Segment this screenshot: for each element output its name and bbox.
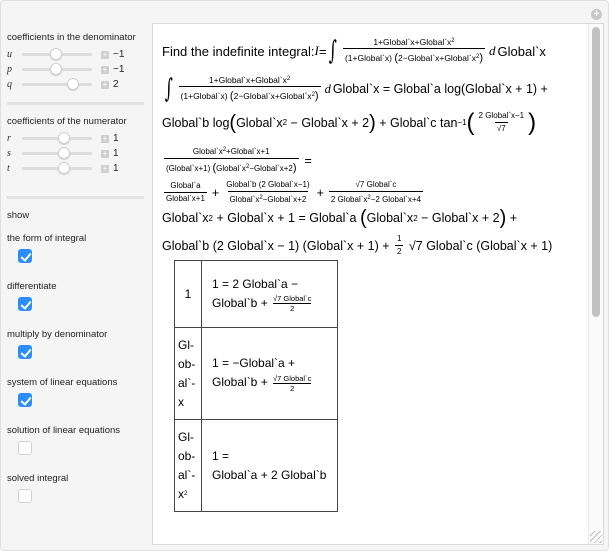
vertical-scrollbar[interactable]	[588, 24, 603, 544]
checkbox-system-label: system of linear equations	[7, 377, 118, 388]
slider-q-value: 2	[113, 79, 119, 90]
slider-t-track[interactable]	[22, 167, 92, 170]
slider-r	[7, 131, 147, 146]
differential-d: d	[489, 43, 496, 58]
differential-d: d	[324, 81, 331, 96]
slider-s-thumb[interactable]	[58, 147, 70, 159]
slider-t-thumb[interactable]	[58, 162, 70, 174]
checkbox-form-of-integral[interactable]	[18, 249, 32, 263]
checkbox-differentiate[interactable]	[18, 297, 32, 311]
multiplied-equation: Global`x 2 + Global`x + 1 = Global`a ( Global`x 2 − Global`x + 2 ) +	[162, 207, 518, 229]
slider-u-thumb[interactable]	[50, 48, 62, 60]
slider-s-plus-icon[interactable]: +	[102, 148, 108, 158]
log-arg: Global`x	[236, 115, 283, 130]
slider-r-thumb[interactable]	[58, 132, 70, 144]
slider-q-thumb[interactable]	[67, 78, 79, 90]
integration-variable: Global`x	[497, 43, 546, 59]
coefficient-label: 1	[175, 261, 202, 328]
slider-q	[7, 77, 147, 92]
integrand-fraction: $\frac{1+Global`x+Global`x^2}{(1+Global`x) (2-Global`x+Global`x^2)}$	[344, 37, 483, 64]
checkbox-multiply-by-denominator[interactable]	[18, 345, 32, 359]
slider-p-label: p	[7, 64, 12, 75]
integral-symbol-I: I	[314, 43, 319, 58]
slider-q-label: q	[7, 79, 12, 90]
slider-u-track[interactable]	[22, 53, 92, 56]
options-plus-icon[interactable]: +	[591, 9, 602, 20]
table-row	[175, 328, 338, 420]
checkbox-system-of-linear-equations[interactable]	[18, 393, 32, 407]
output-pane	[152, 23, 604, 545]
control-panel	[7, 31, 147, 520]
slider-s-track[interactable]	[22, 152, 92, 155]
table-row	[175, 261, 338, 328]
checkbox-solution-label: solution of linear equations	[7, 425, 121, 436]
checkbox-form-of-integral-label: the form of integral	[7, 233, 87, 244]
checkbox-solved-integral-label: solved integral	[7, 473, 69, 484]
slider-p-plus-icon[interactable]: +	[102, 64, 108, 74]
antiderivative-form	[162, 74, 548, 104]
arctan-argument: $\frac{\text{2 Global`x−1}}{√7}$	[478, 111, 525, 133]
arctan-term: + Global`c tan	[375, 115, 458, 130]
slider-p-track[interactable]	[22, 68, 92, 71]
table-row	[175, 420, 338, 512]
log-arg-rest: − Global`x + 2	[287, 115, 370, 130]
slider-u-label: u	[7, 49, 12, 60]
divider	[7, 196, 144, 199]
checkbox-solved-integral[interactable]	[18, 489, 32, 503]
partial-fraction-lhs	[162, 145, 312, 176]
log-term-b: Global`b log	[162, 115, 230, 130]
antiderivative-continued: Global`b log ( Global`x 2 − Global`x + 2 ) + Global`c tan −1 ( $\frac{\text{2 Global`x−1}}{√7}$ )	[162, 108, 537, 136]
fraction-a: $\frac{\text{Global`a}}{\text{Global`x+1}}$	[166, 181, 205, 203]
one-half: $\frac{1}{2}$	[397, 234, 402, 256]
checkbox-solution-of-linear-equations[interactable]	[18, 441, 32, 455]
slider-r-plus-icon[interactable]: +	[102, 133, 108, 143]
slider-r-label: r	[7, 133, 11, 144]
slider-t-plus-icon[interactable]: +	[102, 163, 108, 173]
equation-cell: 1 = 2 Global`a − Global`b + $\frac{\text{√7 Global`c}}{2}$	[202, 261, 338, 328]
slider-r-track[interactable]	[22, 137, 92, 140]
checkbox-multiply-label: multiply by denominator	[7, 329, 108, 340]
fraction-b: $\frac{\text{Global`b (2 Global`x−1)}}{Global`x^2-Global`x+2}$	[226, 180, 310, 204]
slider-q-plus-icon[interactable]: +	[102, 79, 108, 89]
equation-cell: 1 = −Global`a + Global`b + $\frac{\text{√7 Global`c}}{2}$	[202, 328, 338, 420]
fraction-c: $\frac{\text{√7 Global`c}}{2 Global`x^2-2 Global`x+4}$	[330, 180, 421, 204]
antiderivative-rhs-part1: Global`x = Global`a log(Global`x + 1) +	[332, 82, 548, 96]
slider-p-thumb[interactable]	[50, 63, 62, 75]
slider-q-track[interactable]	[22, 83, 92, 86]
slider-u-value: −1	[113, 49, 125, 60]
slider-s	[7, 146, 147, 161]
show-section-title: show	[7, 210, 30, 221]
coefficient-label: Gl- ob- al`- $x^2$	[175, 420, 202, 512]
divider	[7, 102, 144, 105]
integral-sign-icon: ∫	[329, 36, 338, 66]
slider-p-value: −1	[113, 64, 125, 75]
partial-fraction-rhs: $\frac{\text{Global`a}}{\text{Global`x+1}}$ + $\frac{\text{Global`b (2 Global`x−1)}}{Global`x^2-Global`x+2}$ + $\frac{\text{√7 Global`c}}{2 Global`x^2-2 Global`x+4}$	[166, 180, 421, 204]
slider-r-value: 1	[113, 133, 119, 144]
slider-u-plus-icon[interactable]: +	[102, 49, 108, 59]
equals-sign: =	[304, 153, 312, 168]
slider-p	[7, 62, 147, 77]
statement-prefix: Find the indefinite integral:	[162, 43, 315, 59]
linear-system-table	[174, 260, 338, 512]
slider-s-label: s	[7, 148, 11, 159]
rational-function: $\frac{Global`x^2+Global`x+1}{(Global`x+1) (Global`x^2-Global`x+2)}$	[166, 147, 297, 174]
coefficient-label: Gl- ob- al`- x	[175, 328, 202, 420]
checkbox-differentiate-label: differentiate	[7, 281, 57, 292]
integral-statement	[162, 36, 546, 66]
denominator-section-title: coefficients in the denominator	[7, 32, 136, 43]
slider-u	[7, 47, 147, 62]
resize-grip-icon[interactable]	[590, 531, 602, 543]
numerator-section-title: coefficients of the numerator	[7, 116, 127, 127]
slider-t	[7, 161, 147, 176]
slider-t-value: 1	[113, 163, 119, 174]
equation-cell: 1 = Global`a + 2 Global`b	[202, 420, 338, 512]
equals-sign: =	[318, 43, 327, 59]
integrand-fraction: $\frac{1+Global`x+Global`x^2}{(1+Global`x) (2-Global`x+Global`x^2)}$	[180, 75, 319, 102]
slider-s-value: 1	[113, 148, 119, 159]
slider-t-label: t	[7, 163, 10, 174]
multiplied-equation-continued: Global`b (2 Global`x − 1) (Global`x + 1) + $\frac{1}{2}$ √7 Global`c (Global`x + 1)	[162, 234, 553, 256]
integral-sign-icon: ∫	[164, 74, 173, 104]
scrollbar-thumb[interactable]	[592, 27, 600, 317]
